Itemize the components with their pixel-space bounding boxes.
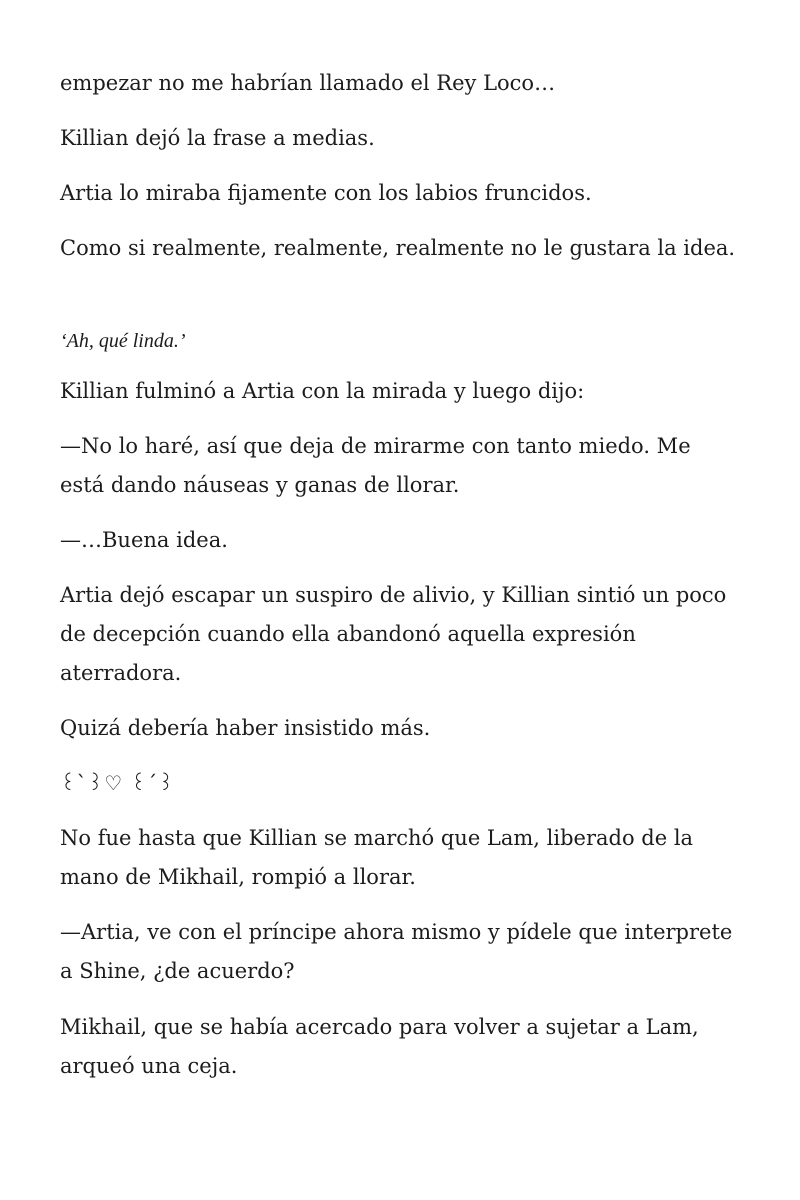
scene-divider: ꒰`꒱♡ ꒰´꒱: [60, 771, 175, 795]
paragraph-dialogue-lam: —Artia, ve con el príncipe ahora mismo y pídele que interprete a Shine, ¿de acuerdo?: [60, 920, 733, 983]
paragraph-mikhail: Mikhail, que se había acercado para volver a sujetar a Lam, arqueó una ceja.: [60, 1015, 699, 1078]
paragraph-dialogue-killian: —No lo haré, así que deja de mirarme con tanto miedo. Me está dando náuseas y ganas de llorar.: [60, 434, 691, 497]
paragraph-killian-glare: Killian fulminó a Artia con la mirada y luego dijo:: [60, 379, 585, 403]
paragraph-lam-cries: No fue hasta que Killian se marchó que Lam, liberado de la mano de Mikhail, rompió a llorar.: [60, 826, 694, 889]
paragraph-continuation: empezar no me habrían llamado el Rey Loco…: [60, 71, 556, 95]
paragraph-como-si: Como si realmente, realmente, realmente no le gustara la idea.: [60, 236, 736, 260]
paragraph-dialogue-artia: —…Buena idea.: [60, 528, 228, 552]
paragraph-inner-thought: ‘Ah, qué linda.’: [60, 330, 186, 352]
paragraph-artia-stare: Artia lo miraba fijamente con los labios fruncidos.: [60, 181, 592, 205]
paragraph-killian-pause: Killian dejó la frase a medias.: [60, 126, 375, 150]
paragraph-insist: Quizá debería haber insistido más.: [60, 716, 431, 740]
paragraph-artia-relief: Artia dejó escapar un suspiro de alivio, y Killian sintió un poco de decepción cuando ella abandonó aquella expresión aterradora.: [60, 583, 727, 685]
